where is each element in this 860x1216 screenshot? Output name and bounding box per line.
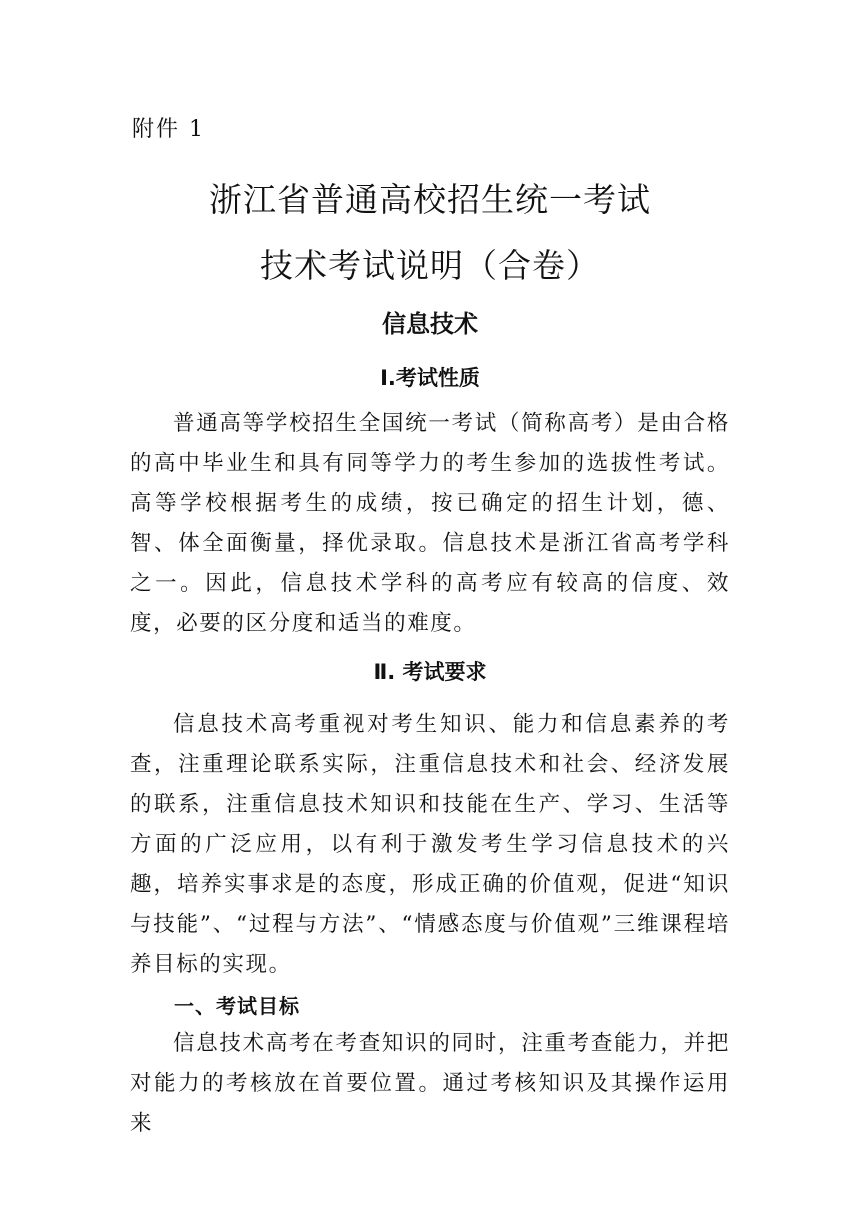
section-paragraph-nature: 普通高等学校招生全国统一考试（简称高考）是由合格的高中毕业生和具有同等学力的考生参加的选拔性考试。高等学校根据考生的成绩，按已确定的招生计划，德、智、体全面衡量，择优录取。信息技术是浙江省高考学科之一。因此，信息技术学科的高考应有较高的信度、效度，必要的区分度和适当的难度。 [130, 411, 730, 636]
subsection-heading-objectives: 一、考试目标 [174, 994, 300, 1018]
section-heading-requirements: Ⅱ. 考试要求 [373, 660, 487, 684]
document-title-line2: 技术考试说明（合卷） [260, 246, 600, 285]
section-heading-nature: Ⅰ.考试性质 [380, 366, 480, 390]
subject-heading: 信息技术 [382, 310, 478, 338]
document-title-line1: 浙江省普通高校招生统一考试 [209, 180, 651, 219]
subsection-paragraph-objectives: 信息技术高考在考查知识的同时，注重考查能力，并把对能力的考核放在首要位置。通过考核知识及其操作运用来 [130, 1031, 730, 1136]
section-paragraph-requirements: 信息技术高考重视对考生知识、能力和信息素养的考查，注重理论联系实际，注重信息技术和社会、经济发展的联系，注重信息技术知识和技能在生产、学习、生活等方面的广泛应用，以有利于激发考生学习信息技术的兴趣，培养实事求是的态度，形成正确的价值观，促进“知识与技能”、“过程与方法”、“情感态度与价值观”三维课程培养目标的实现。 [130, 712, 730, 977]
attachment-label: 附件 1 [132, 117, 205, 142]
